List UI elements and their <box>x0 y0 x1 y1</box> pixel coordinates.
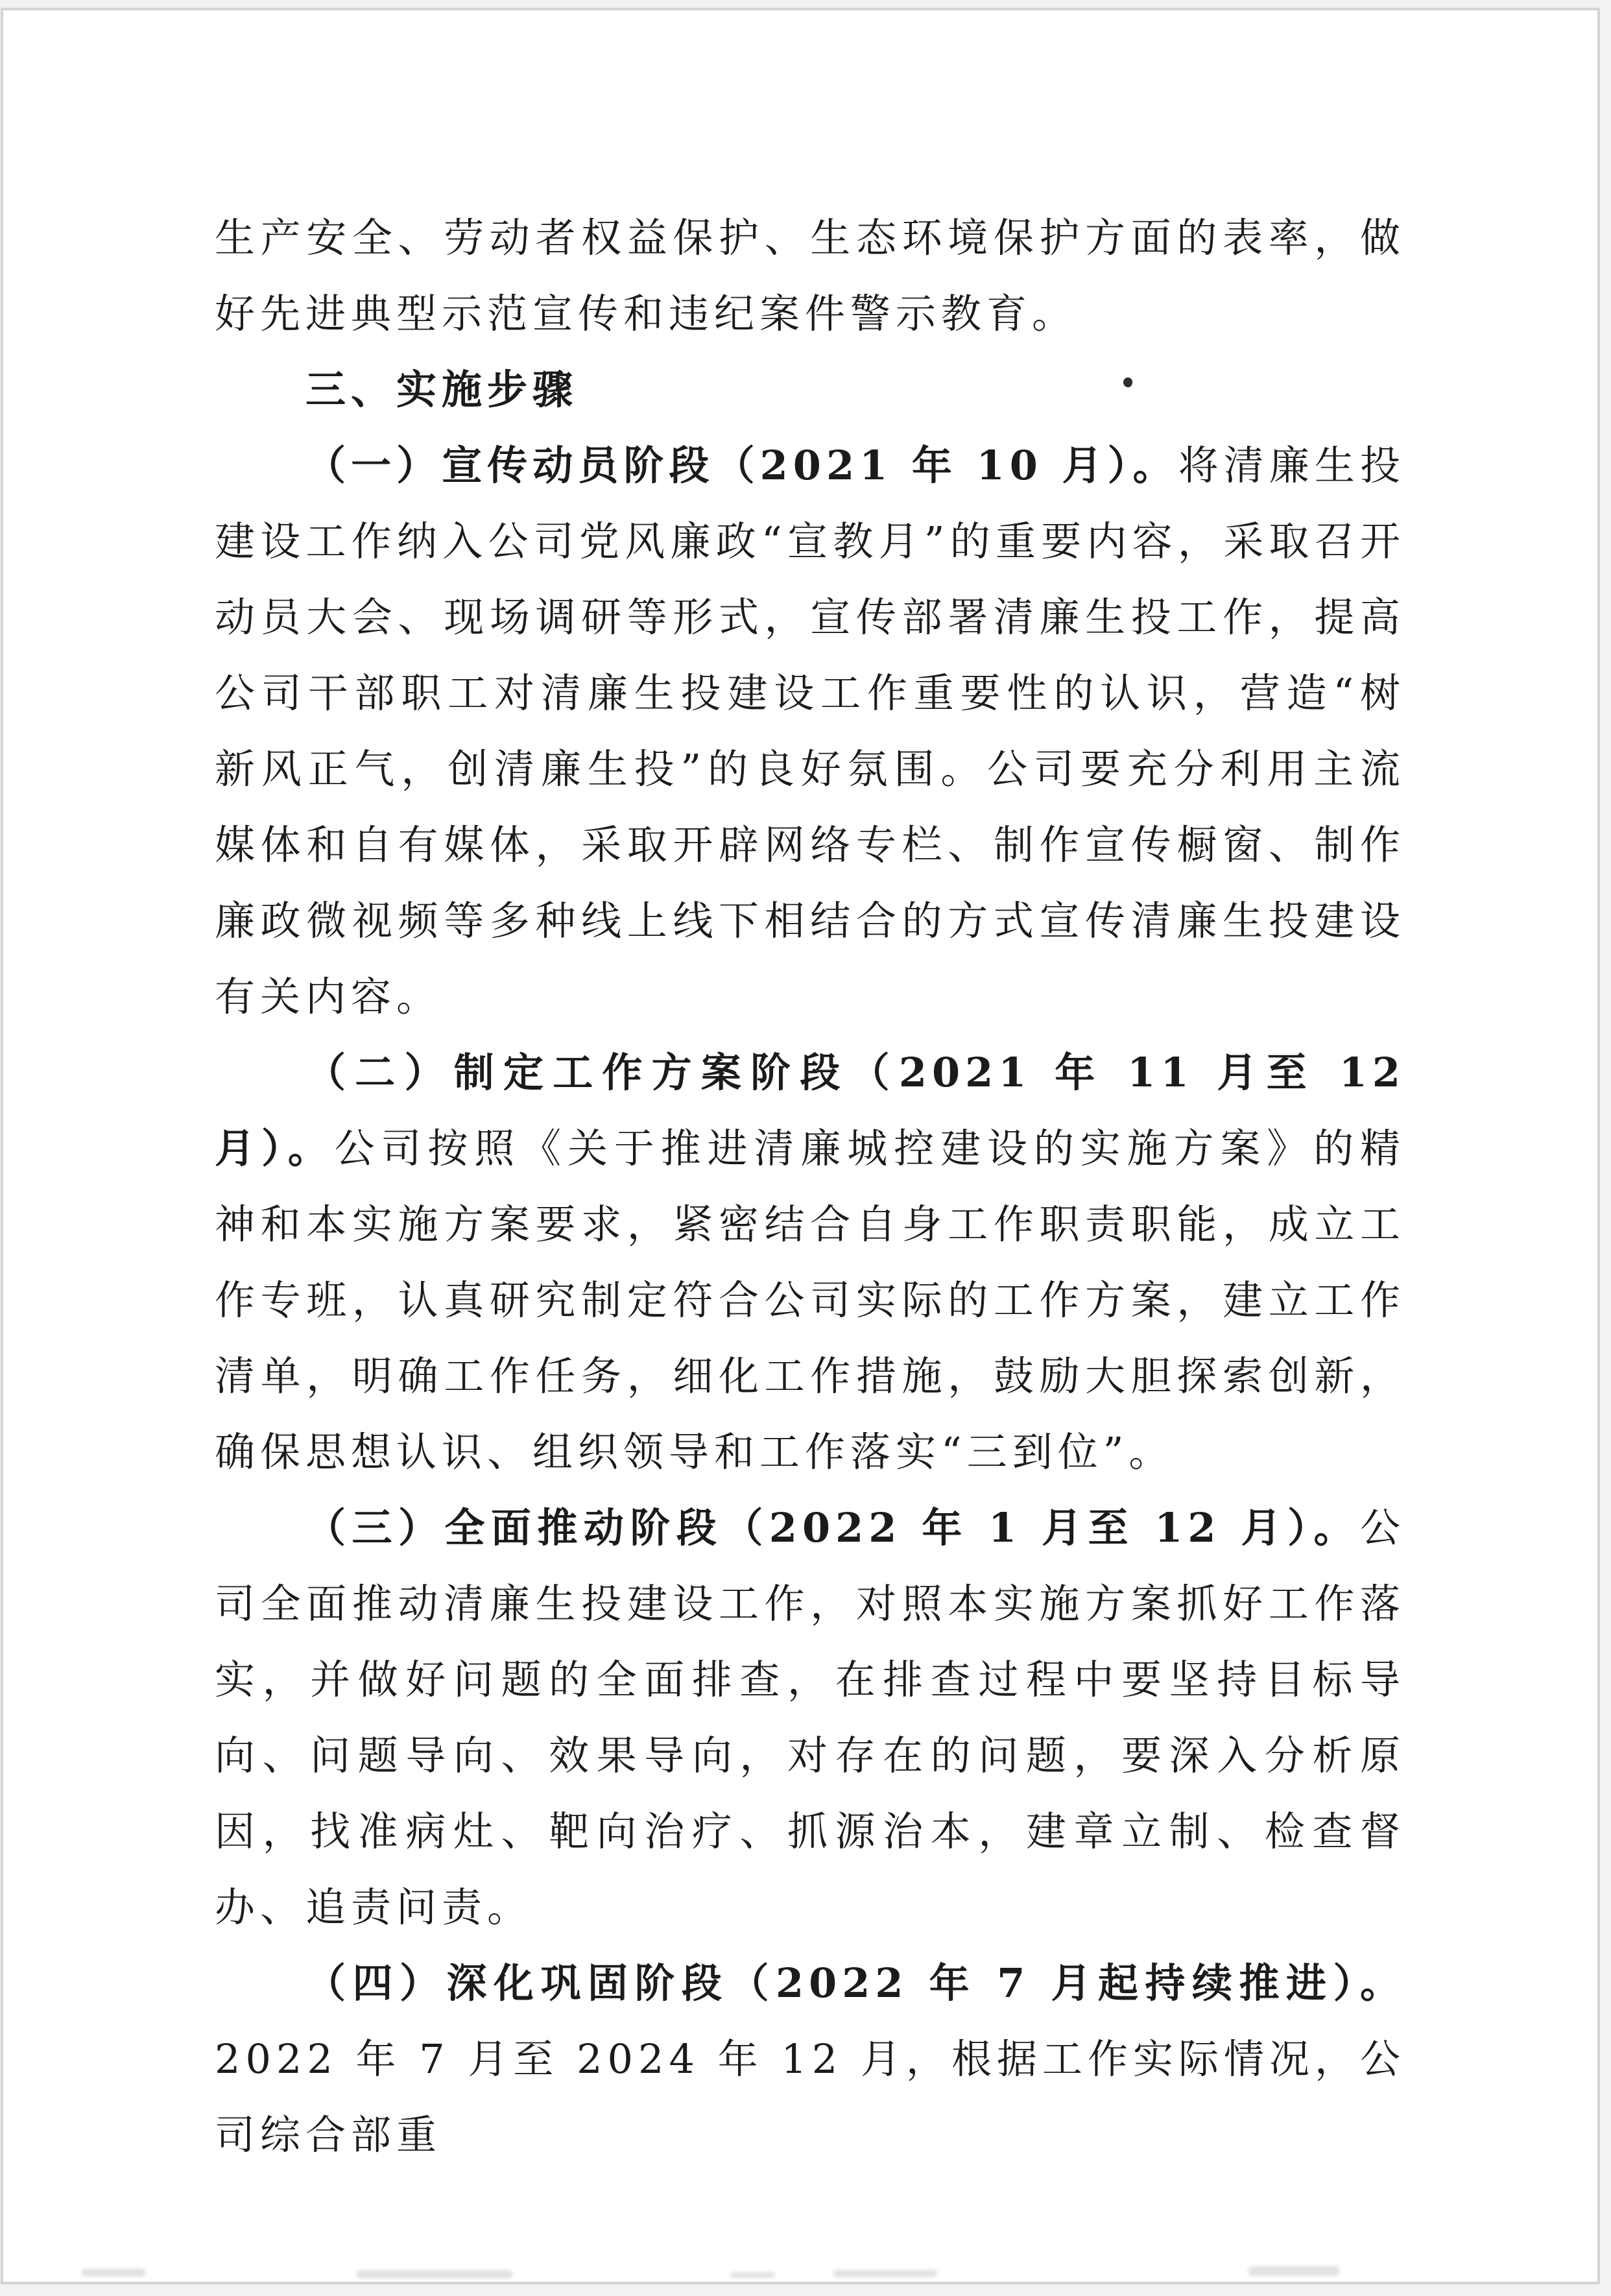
paragraph-lead: （三）全面推动阶段（2022 年 1 月至 12 月）。 <box>305 1504 1360 1551</box>
paragraph-text: 将清廉生投建设工作纳入公司党风廉政“宣教月”的重要内容，采取召开动员大会、现场调研等形式，宣传部署清廉生投工作，提高公司干部职工对清廉生投建设工作重要性的认识，营造“树新风正气，创清廉生投”的良好氛围。公司要充分利用主流媒体和自有媒体，采取开辟网络专栏、制作宣传橱窗、制作廉政微视频等多种线上线下相结合的方式宣传清廉生投建设有关内容。 <box>215 442 1405 1020</box>
paragraph <box>215 200 1405 352</box>
paragraph-text: 公司按照《关于推进清廉城控建设的实施方案》的精神和本实施方案要求，紧密结合自身工作职责职能，成立工作专班，认真研究制定符合公司实际的工作方案，建立工作清单，明确工作任务，细化工作措施，鼓励大胆探索创新，确保思想认识、组织领导和工作落实“三到位”。 <box>215 1125 1405 1476</box>
paragraph <box>215 427 1405 1034</box>
scan-smudge <box>357 2270 512 2278</box>
section-heading <box>215 352 1405 427</box>
paragraph-text: 公司全面推动清廉生投建设工作，对照本实施方案抓好工作落实，并做好问题的全面排查，在排查过程中要坚持目标导向、问题导向、效果导向，对存在的问题，要深入分析原因，找准病灶、靶向治疗、抓源治本，建章立制、检查督办、追责问责。 <box>215 1504 1405 1931</box>
scan-smudge <box>833 2270 937 2277</box>
paragraph <box>215 1490 1405 1945</box>
paragraph-text: 生产安全、劳动者权益保护、生态环境保护方面的表率，做好先进典型示范宣传和违纪案件警示教育。 <box>215 214 1405 337</box>
paragraph-lead: 三、实施步骤 <box>305 366 579 413</box>
paragraph <box>215 1034 1405 1490</box>
document-page <box>1 8 1600 2284</box>
scan-smudge <box>730 2272 775 2278</box>
scan-smudge <box>1248 2266 1339 2276</box>
paragraph-lead: （二）制定工作方案阶段（2021 年 11 月至 12 月）。 <box>215 1049 1405 1172</box>
paragraph <box>215 1945 1405 2173</box>
paragraph-lead: （四）深化巩固阶段（2022 年 7 月起持续推进）。 <box>305 1959 1405 2007</box>
paragraph-lead: （一）宣传动员阶段（2021 年 10 月）。 <box>305 442 1178 489</box>
document-body <box>215 200 1405 2173</box>
paragraph-text: 2022 年 7 月至 2024 年 12 月，根据工作实际情况，公司综合部重 <box>215 2035 1405 2158</box>
scan-smudge <box>81 2269 146 2277</box>
